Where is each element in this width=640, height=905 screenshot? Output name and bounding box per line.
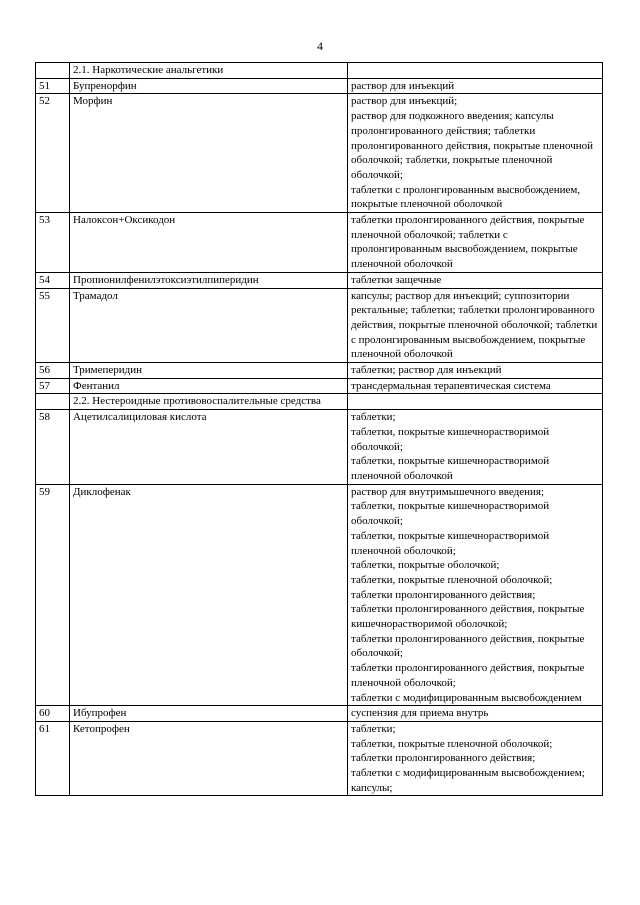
dosage-form-line: капсулы; раствор для инъекций; суппозитории ректальные; таблетки; таблетки пролонгированного действия, покрытые пленочной оболочкой; таблетки с пролонгированным высвобождением, покрытые пленочной оболочкой <box>351 289 598 361</box>
section-form-cell <box>348 394 603 410</box>
dosage-form-line: таблетки, покрытые оболочкой; <box>351 559 500 572</box>
dosage-forms <box>348 721 603 796</box>
table-row <box>36 706 603 722</box>
dosage-form-line: таблетки, покрытые кишечнорастворимой оболочкой; <box>351 500 550 528</box>
dosage-form-line: таблетки, покрытые кишечнорастворимой пленочной оболочкой; <box>351 529 550 557</box>
section-header-row <box>36 63 603 79</box>
dosage-form-line: таблетки защечные <box>351 273 442 286</box>
drug-name: Ацетилсалициловая кислота <box>70 410 348 485</box>
dosage-form-line: таблетки пролонгированного действия, покрытые кишечнорастворимой оболочкой; <box>351 603 585 631</box>
page-number: 4 <box>317 39 323 53</box>
dosage-forms <box>348 484 603 706</box>
dosage-forms <box>348 78 603 94</box>
section-number-cell <box>36 63 70 79</box>
dosage-form-line: таблетки, покрытые кишечнорастворимой оболочкой; <box>351 425 550 453</box>
row-number: 56 <box>36 363 70 379</box>
dosage-form-line: таблетки, покрытые кишечнорастворимой пленочной оболочкой <box>351 455 550 482</box>
section-form-cell <box>348 63 603 79</box>
table-row <box>36 721 603 796</box>
table-row <box>36 94 603 213</box>
dosage-forms <box>348 213 603 273</box>
section-title: 2.1. Наркотические анальгетики <box>70 63 348 79</box>
row-number: 58 <box>36 410 70 485</box>
drug-name: Пропионилфенилэтоксиэтилпиперидин <box>70 272 348 288</box>
drug-name: Тримеперидин <box>70 363 348 379</box>
table-body <box>36 63 603 796</box>
table-row <box>36 213 603 273</box>
dosage-form-line: раствор для внутримышечного введения; <box>351 485 545 498</box>
dosage-form-line: трансдермальная терапевтическая система <box>351 379 551 392</box>
dosage-forms <box>348 288 603 363</box>
row-number: 60 <box>36 706 70 722</box>
dosage-form-line: таблетки с модифицированным высвобождением <box>351 691 582 704</box>
drug-name: Ибупрофен <box>70 706 348 722</box>
dosage-form-line: таблетки пролонгированного действия; <box>351 588 536 601</box>
row-number: 57 <box>36 378 70 394</box>
dosage-forms <box>348 272 603 288</box>
dosage-form-line: таблетки пролонгированного действия, покрытые пленочной оболочкой; таблетки с пролонгированным высвобождением, покрытые пленочной оболочкой <box>351 214 585 271</box>
drug-name: Диклофенак <box>70 484 348 706</box>
row-number: 52 <box>36 94 70 213</box>
table-row <box>36 484 603 706</box>
table-row <box>36 78 603 94</box>
section-header-row <box>36 394 603 410</box>
row-number: 59 <box>36 484 70 706</box>
dosage-form-line: таблетки; <box>351 411 396 424</box>
table-row <box>36 363 603 379</box>
dosage-form-line: таблетки; раствор для инъекций <box>351 364 502 377</box>
drug-name: Морфин <box>70 94 348 213</box>
drug-table <box>35 62 603 796</box>
dosage-forms <box>348 94 603 213</box>
dosage-forms <box>348 410 603 485</box>
dosage-form-line: таблетки, покрытые пленочной оболочкой; <box>351 737 553 750</box>
row-number: 53 <box>36 213 70 273</box>
dosage-form-line: таблетки пролонгированного действия, покрытые оболочкой; <box>351 632 585 660</box>
table-row <box>36 272 603 288</box>
dosage-forms <box>348 706 603 722</box>
drug-name: Кетопрофен <box>70 721 348 796</box>
drug-name: Бупренорфин <box>70 78 348 94</box>
table-row <box>36 378 603 394</box>
drug-name: Фентанил <box>70 378 348 394</box>
row-number: 55 <box>36 288 70 363</box>
dosage-form-line: суспензия для приема внутрь <box>351 707 489 720</box>
dosage-form-line: раствор для инъекций; <box>351 95 458 108</box>
dosage-forms <box>348 378 603 394</box>
drug-name: Трамадол <box>70 288 348 363</box>
dosage-form-line: таблетки с пролонгированным высвобождением, покрытые пленочной оболочкой <box>351 183 581 211</box>
dosage-form-line: таблетки с модифицированным высвобождением; капсулы; <box>351 767 585 794</box>
row-number: 54 <box>36 272 70 288</box>
dosage-form-line: таблетки пролонгированного действия, покрытые пленочной оболочкой; <box>351 662 585 689</box>
dosage-form-line: таблетки пролонгированного действия; <box>351 752 536 765</box>
row-number: 51 <box>36 78 70 94</box>
table-row <box>36 410 603 485</box>
dosage-form-line: таблетки, покрытые пленочной оболочкой; <box>351 573 553 586</box>
dosage-form-line: раствор для инъекций <box>351 79 455 92</box>
section-number-cell <box>36 394 70 410</box>
dosage-form-line: таблетки; <box>351 722 396 735</box>
dosage-form-line: раствор для подкожного введения; капсулы пролонгированного действия; таблетки пролонгированного действия, покрытые пленочной оболочкой; таблетки, покрытые пленочной оболочкой; <box>351 110 594 181</box>
table-row <box>36 288 603 363</box>
row-number: 61 <box>36 721 70 796</box>
section-title: 2.2. Нестероидные противовоспалительные средства <box>70 394 348 410</box>
dosage-forms <box>348 363 603 379</box>
drug-name: Налоксон+Оксикодон <box>70 213 348 273</box>
